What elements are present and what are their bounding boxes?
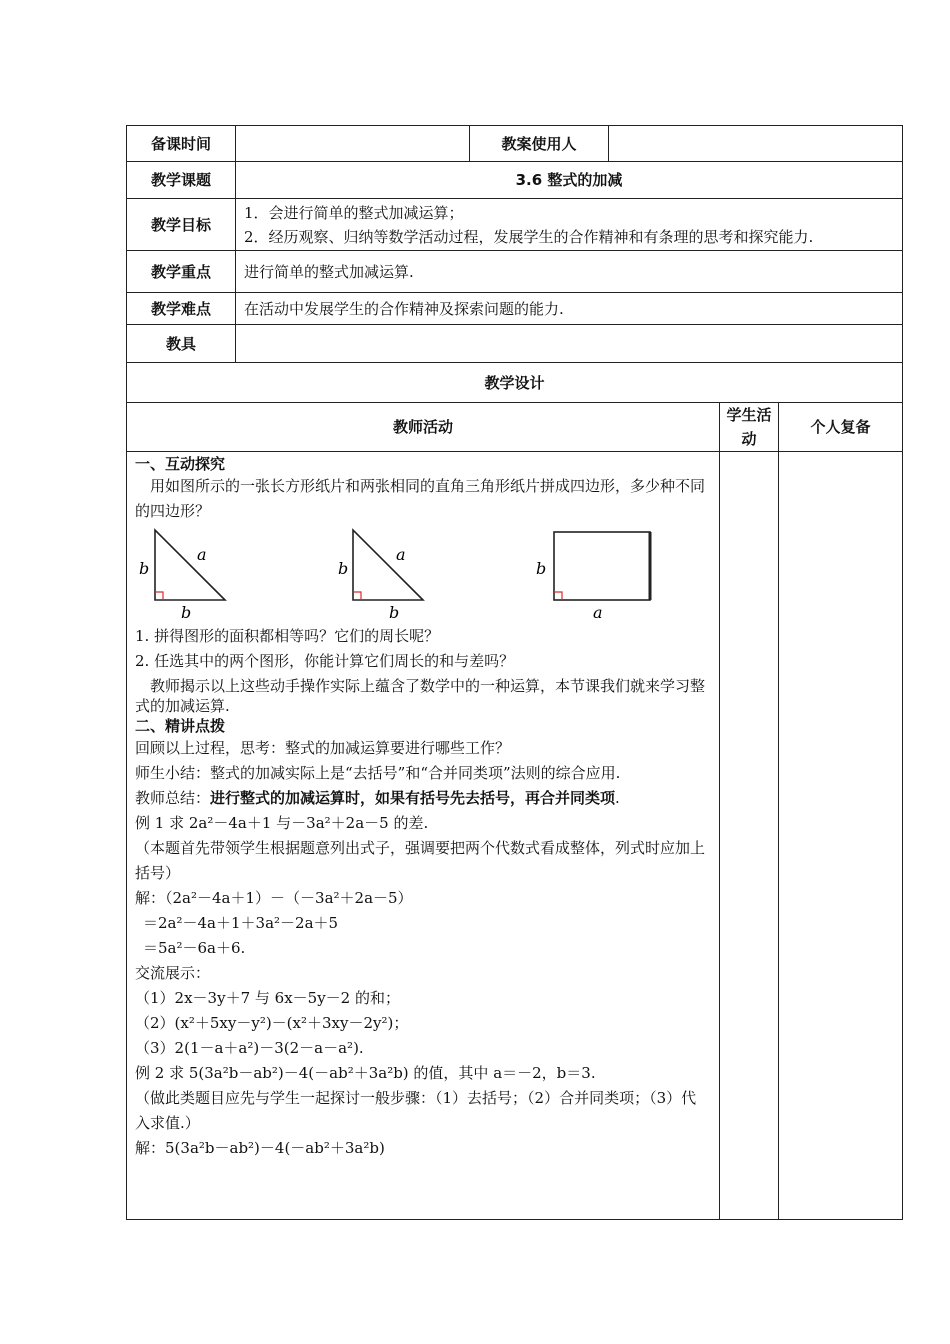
- section-1-title: 一、互动探究: [135, 455, 226, 473]
- triangle-2-base-label: b: [389, 603, 400, 620]
- triangle-1-hyp-label: a: [197, 545, 207, 564]
- rectangle-base-label: a: [593, 603, 603, 620]
- key-row: [127, 251, 903, 293]
- example-2-note: （做此类题目应先与学生一起探讨一般步骤：（1）去括号；（2）合并同类项；（3）代入求值.）: [135, 1089, 697, 1132]
- prep-time-value: [236, 126, 470, 162]
- goal-list: [236, 199, 903, 251]
- exercise-item: （3）2(1－a＋a²)－3(2－a－a²).: [135, 1039, 364, 1057]
- shapes-figure: [135, 528, 655, 620]
- teacher-conclusion: [135, 786, 711, 811]
- col-personal-prep: 个人复备: [779, 403, 903, 452]
- student-activity-cell: [720, 452, 779, 1220]
- design-body-row: [127, 452, 903, 1220]
- rectangle-side-label: b: [536, 559, 547, 578]
- tools-value: [236, 325, 903, 363]
- summary-text: 师生小结：整式的加减实际上是“去括号”和“合并同类项”法则的综合应用.: [135, 764, 621, 782]
- example-2-solution: 解：5(3a²b－ab²)－4(－ab²＋3a²b): [135, 1139, 385, 1157]
- prep-time-label: 备课时间: [127, 126, 236, 162]
- goal-label: 教学目标: [127, 199, 236, 251]
- tools-label: 教具: [127, 325, 236, 363]
- design-title-row: [127, 363, 903, 403]
- difficulty-row: [127, 293, 903, 325]
- triangle-1: [139, 530, 225, 620]
- exercise-item: （2）(x²＋5xy－y²)－(x²＋3xy－2y²)；: [135, 1014, 409, 1032]
- goal-item: 1．会进行简单的整式加减运算；: [244, 203, 464, 222]
- key-value: 进行简单的整式加减运算.: [236, 251, 903, 293]
- topic-row: [127, 162, 903, 199]
- design-title: 教学设计: [127, 363, 903, 403]
- triangle-2: [338, 530, 423, 620]
- example-1-note: （本题首先带领学生根据题意列出式子，强调要把两个代数式看成整体，列式时应加上括号）: [135, 839, 706, 882]
- topic-label: 教学课题: [127, 162, 236, 199]
- goal-item: 2．经历观察、归纳等数学活动过程，发展学生的合作精神和有条理的思考和探究能力.: [244, 227, 814, 246]
- example-1-solution-line: ＝2a²－4a＋1＋3a²－2a＋5: [143, 914, 339, 932]
- conclusion-prefix: 教师总结：: [135, 789, 211, 807]
- teacher-activity-cell: [127, 452, 720, 1220]
- lesson-plan-table: [126, 125, 903, 1220]
- example-1-solution-line: ＝5a²－6a＋6.: [143, 939, 246, 957]
- teacher-reveal: 教师揭示以上这些动手操作实际上蕴含了数学中的一种运算，本节课我们就来学习整式的加减运算.: [135, 677, 706, 715]
- question-1: 1. 拼得图形的面积都相等吗？它们的周长呢？: [135, 627, 440, 645]
- conclusion-suffix: .: [615, 789, 620, 807]
- example-1: 例 1 求 2a²－4a＋1 与－3a²＋2a－5 的差.: [135, 814, 429, 832]
- figure-shapes: [135, 528, 711, 620]
- section-1-intro: 用如图所示的一张长方形纸片和两张相同的直角三角形纸片拼成四边形，多少种不同的四边形？: [135, 477, 706, 520]
- triangle-2-hyp-label: a: [396, 545, 406, 564]
- conclusion-rule: 进行整式的加减运算时，如果有括号先去括号，再合并同类项: [210, 789, 616, 807]
- goal-row: [127, 199, 903, 251]
- lesson-plan-sheet: [126, 125, 902, 1220]
- personal-prep-cell: [779, 452, 903, 1220]
- exchange-heading: 交流展示：: [135, 964, 211, 982]
- rectangle: [536, 532, 650, 620]
- review-question: 回顾以上过程，思考：整式的加减运算要进行哪些工作？: [135, 739, 511, 757]
- col-student-activity: 学生活动: [720, 403, 779, 452]
- example-2: 例 2 求 5(3a²b－ab²)－4(－ab²＋3a²b) 的值，其中 a＝－2，b＝3.: [135, 1064, 596, 1082]
- triangle-1-side-label: b: [139, 559, 150, 578]
- triangle-2-side-label: b: [338, 559, 349, 578]
- triangle-1-base-label: b: [181, 603, 192, 620]
- difficulty-value: 在活动中发展学生的合作精神及探索问题的能力.: [236, 293, 903, 325]
- topic-value: 3.6 整式的加减: [236, 162, 903, 199]
- user-value: [609, 126, 903, 162]
- design-header-row: [127, 403, 903, 452]
- difficulty-label: 教学难点: [127, 293, 236, 325]
- section-2-title: 二、精讲点拨: [135, 717, 226, 735]
- exercise-item: （1）2x－3y＋7 与 6x－5y－2 的和；: [135, 989, 400, 1007]
- key-label: 教学重点: [127, 251, 236, 293]
- example-1-solution-line: 解：（2a²－4a＋1）－（－3a²＋2a－5）: [135, 889, 413, 907]
- question-2: 2. 任选其中的两个图形，你能计算它们周长的和与差吗？: [135, 652, 515, 670]
- col-teacher-activity: 教师活动: [127, 403, 720, 452]
- prep-time-row: [127, 126, 903, 162]
- user-label: 教案使用人: [470, 126, 609, 162]
- tools-row: [127, 325, 903, 363]
